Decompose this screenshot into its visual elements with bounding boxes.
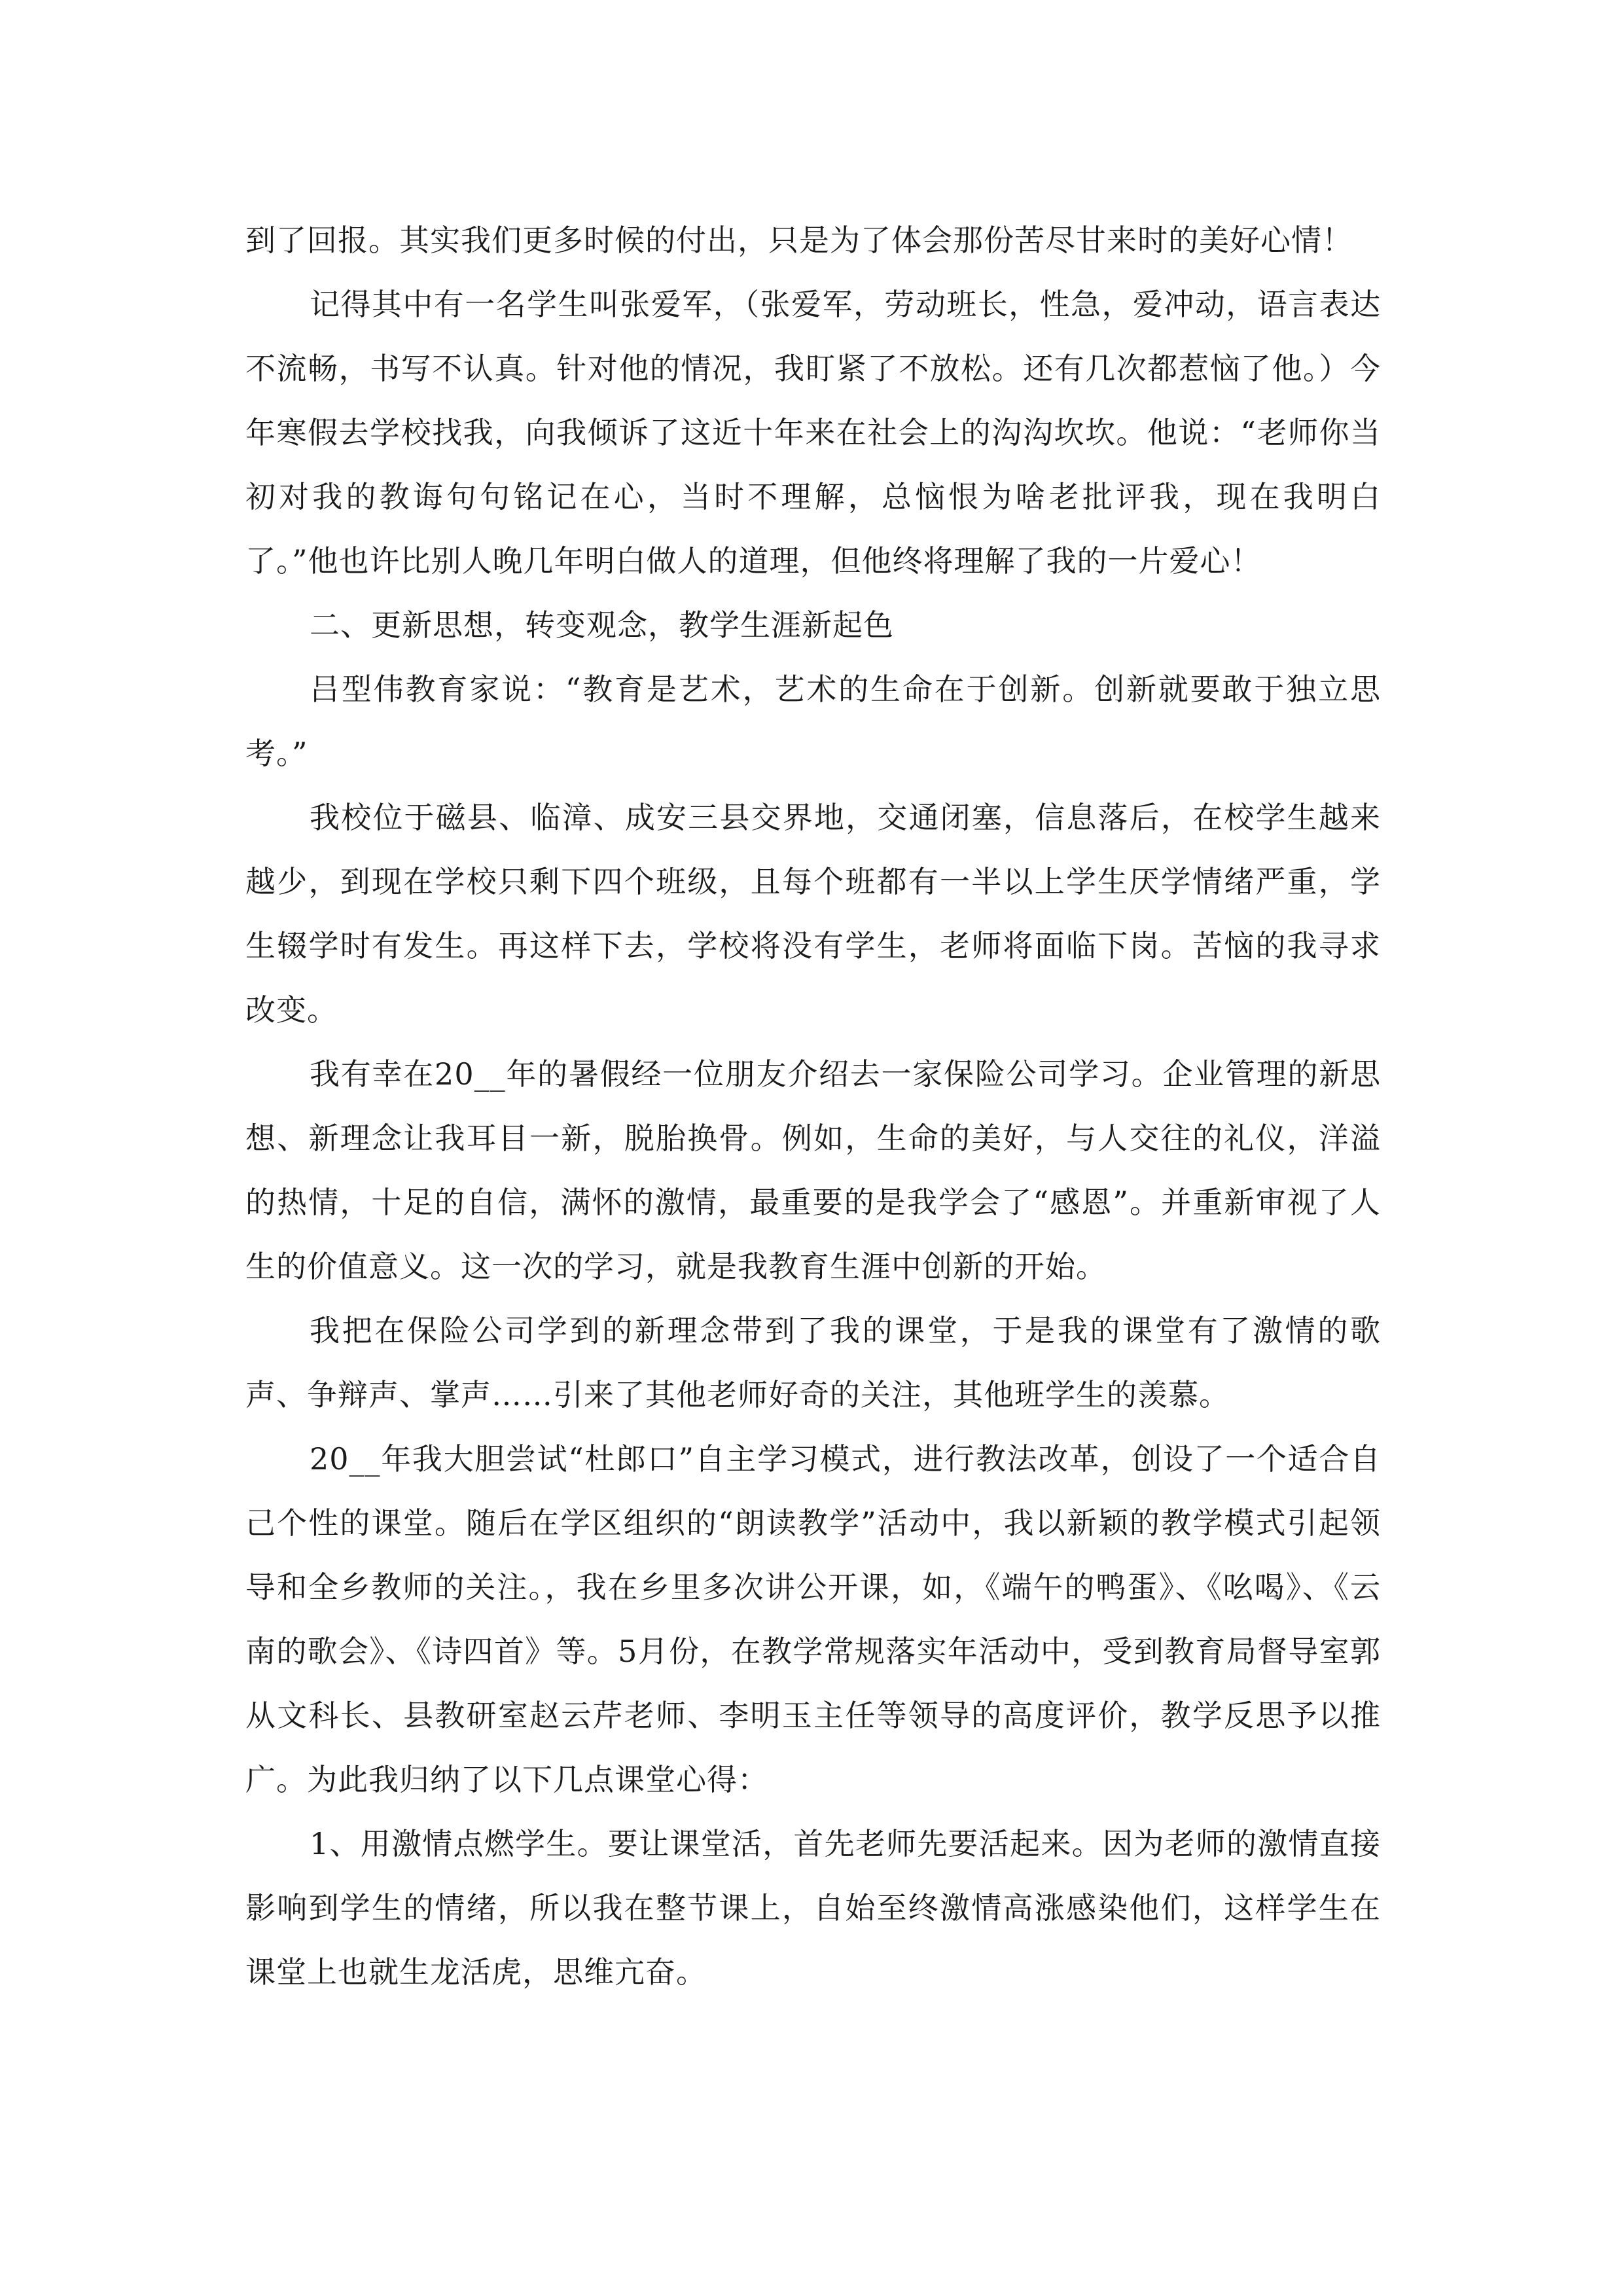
paragraph-school-situation: 我校位于磁县、临漳、成安三县交界地，交通闭塞，信息落后，在校学生越来越少，到现在学校只剩下四个班级，且每个班都有一半以上学生厌学情绪严重，学生辍学时有发生。再这样下去，学校将没有学生，老师将面临下岗。苦恼的我寻求改变。 bbox=[245, 800, 1381, 1028]
document-page bbox=[245, 208, 1381, 2004]
paragraph-classroom-change: 我把在保险公司学到的新理念带到了我的课堂，于是我的课堂有了激情的歌声、争辩声、掌声……引来了其他老师好奇的关注，其他班学生的羡慕。 bbox=[245, 1313, 1381, 1412]
paragraph-zhang-aijun: 记得其中有一名学生叫张爱军，（张爱军，劳动班长，性急，爱冲动，语言表达不流畅，书写不认真。针对他的情况，我盯紧了不放松。还有几次都惹恼了他。）今年寒假去学校找我，向我倾诉了这近十年来在社会上的沟沟坎坎。他说：“老师你当初对我的教诲句句铭记在心，当时不理解，总恼恨为啥老批评我，现在我明白了。”他也许比别人晚几年明白做人的道理，但他终将理解了我的一片爱心！ bbox=[245, 287, 1381, 579]
paragraph-reform: 20__年我大胆尝试“杜郎口”自主学习模式，进行教法改革，创设了一个适合自己个性的课堂。随后在学区组织的“朗读教学”活动中，我以新颖的教学模式引起领导和全乡教师的关注。，我在乡里多次讲公开课，如，《端午的鸭蛋》、《吆喝》、《云南的歌会》、《诗四首》等。5月份，在教学常规落实年活动中，受到教育局督导室郭从文科长、县教研室赵云芹老师、李明玉主任等领导的高度评价，教学反思予以推广。为此我归纳了以下几点课堂心得： bbox=[245, 1441, 1381, 1797]
section-heading-2: 二、更新思想，转变观念，教学生涯新起色 bbox=[310, 607, 894, 643]
paragraph-continuation: 到了回报。其实我们更多时候的付出，只是为了体会那份苦尽甘来时的美好心情！ bbox=[245, 223, 1353, 258]
paragraph-insurance-study: 我有幸在20__年的暑假经一位朋友介绍去一家保险公司学习。企业管理的新思想、新理念让我耳目一新，脱胎换骨。例如，生命的美好，与人交往的礼仪，洋溢的热情，十足的自信，满怀的激情，最重要的是我学会了“感恩”。并重新审视了人生的价值意义。这一次的学习，就是我教育生涯中创新的开始。 bbox=[245, 1056, 1381, 1284]
paragraph-point-1: 1、用激情点燃学生。要让课堂活，首先老师先要活起来。因为老师的激情直接影响到学生的情绪，所以我在整节课上，自始至终激情高涨感染他们，这样学生在课堂上也就生龙活虎，思维亢奋。 bbox=[245, 1826, 1381, 1990]
paragraph-quote: 吕型伟教育家说：“教育是艺术，艺术的生命在于创新。创新就要敢于独立思考。” bbox=[245, 672, 1381, 771]
